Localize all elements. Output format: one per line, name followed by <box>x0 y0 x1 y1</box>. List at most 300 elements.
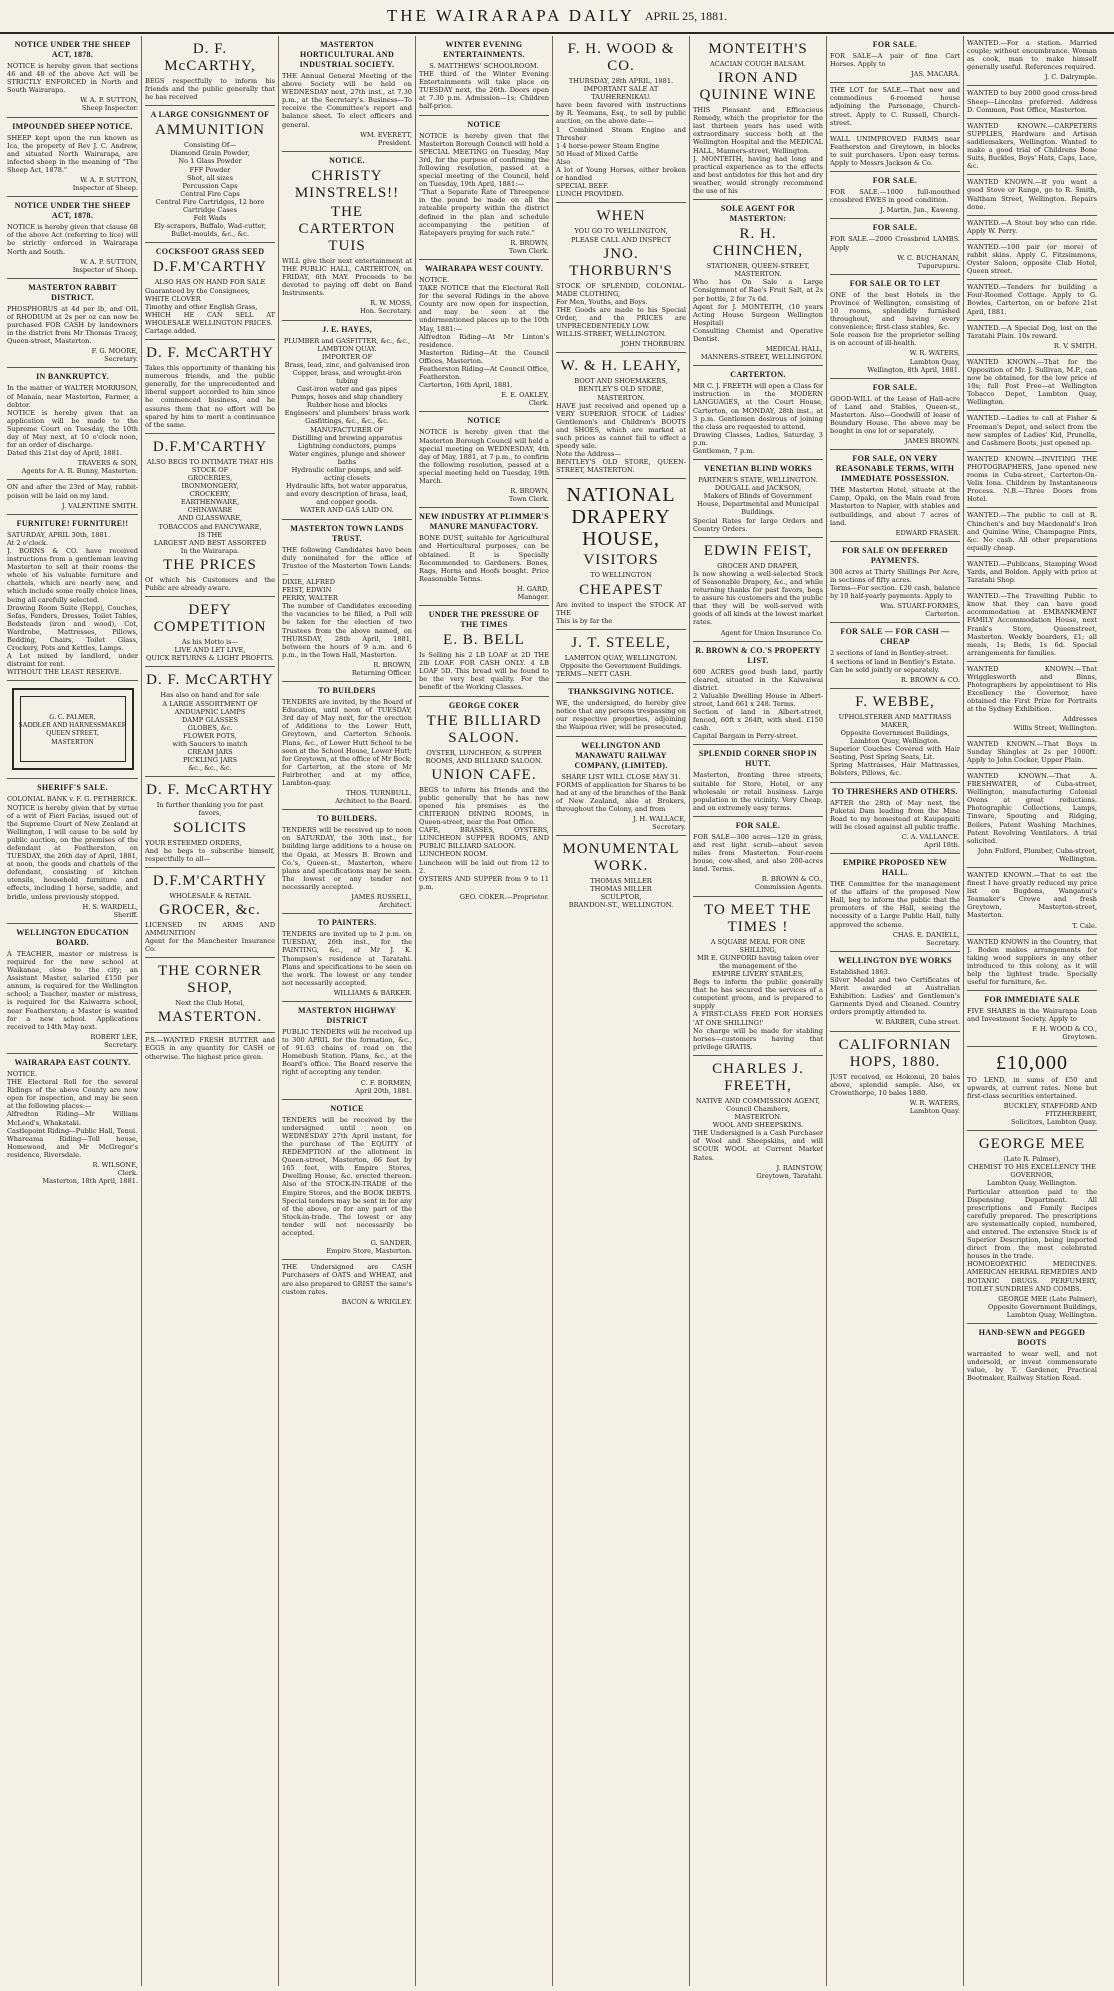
ad-big: D. F. McCARTHY <box>146 345 274 362</box>
advertisement <box>282 1100 412 1261</box>
advertisement <box>556 737 686 837</box>
ad-sig: J. RAINSTOW, Greytown, Taratahi. <box>756 1163 823 1180</box>
column-3 <box>278 36 415 1986</box>
ad-display-line: SOLICITS <box>173 819 247 836</box>
advertisement <box>145 777 275 867</box>
ad-body: WANTED KNOWN.—INVITING THE PHOTOGRAPHERS, Jane opened new rooms in Cuba-street, Carterton-On-Velix Iona. Children by Instantaneous Process. N.B.—Three Doors from Hotel. <box>967 454 1097 504</box>
ad-body: LICENSED IN ARMS AND AMMUNITION Agent for the Manchester Insurance Co. <box>145 920 275 954</box>
ad-body: PHOSPHORUS at 4d per lb, and OIL of RHODIUM at 2s per oz can now be purchased FOR CASH by landowners in the district from Mr Thomas Tracey, Queen-street, Masterton. <box>7 304 138 346</box>
ad-body: WANTED KNOWN.—If you want a good Stove or Range, go to R. Smith, Waltham Street, Wellington. Repairs done. <box>967 178 1097 211</box>
advertisement <box>967 452 1097 509</box>
ad-display-heading: NATIONAL DRAPERY HOUSE, <box>566 484 676 551</box>
ad-body: TO LEND, in sums of £50 and upwards, at current rates. None but first-class securities entertained. <box>967 1075 1097 1100</box>
ad-sig: W. C. BUCHANAN, Tupurupuru. <box>897 253 960 270</box>
advertisement <box>693 897 823 1056</box>
ad-sig: R. BROWN, Town Clerk. <box>508 238 549 255</box>
ad-big: THE CORNER SHOP, <box>158 963 262 997</box>
ad-body: THE LOT for SALE.—That new and commodious 6-roomed house adjoining the Parsonage, Church-street. Apply to C. Russell, Church-street. <box>830 86 960 127</box>
ad-body: 600 ACRES good bush land, partly cleared, situated in the Kaiwaiwai district. 2 Valuable Dwelling House in Albert-street, Land 661 x 248. Terms. Section of land in Albert-street, fenced, 60ft x 264ft, with shed. £150 cash. Capital Bargain in Perry-street. <box>693 667 823 741</box>
ad-display-line: THE CARTERTON TUIS <box>298 203 396 254</box>
advertisement <box>419 412 549 508</box>
ad-body: WILL give their next entertainment at THE PUBLIC HALL, CARTERTON, on FRIDAY, 6th MAY. Proceeds to be devoted to paying off debt on Band Instruments. <box>282 256 412 298</box>
ad-center: PARTNER'S STATE, WELLINGTON. DOUGALL and JACKSON, Makers of Blinds of Government House, Departmental and Municipal Buildings. <box>697 476 819 517</box>
ad-body: THE Undersigned is a Cash Purchaser of Wool and Sheepskins, and will SCOUR WOOL at Current Market Rates. <box>693 1129 823 1162</box>
advertisement <box>7 368 138 480</box>
ad-head: HAND-SEWN and PEGGED BOOTS <box>978 1328 1086 1347</box>
ad-body: NOTICE is hereby given that clause 68 of the above Act (referring to lice) will be strictly enforced in Wairarapa North and South. <box>7 223 138 256</box>
advertisement <box>693 36 823 200</box>
ad-body: WANTED KNOWN.—That A. FRESHWATER, of Cuba-street, Wellington, manufacturing Colonial Ovens at great reductions. Photographic Collections, Lamps, Tinware, Spouting and Ridging, Boilers, Patent Washing Machines, Patent Revolving Ventilators. A trial solicited. <box>967 771 1097 845</box>
advertisement <box>7 480 138 514</box>
ad-head: FOR SALE. <box>735 820 781 830</box>
ad-sig: W. A. P. SUTTON, Sheep Inspector. <box>80 96 138 113</box>
saddler-seal-emblem <box>12 688 134 770</box>
ad-head: FOR SALE ON DEFERRED PAYMENTS. <box>842 545 948 565</box>
ad-body: ON and after the 23rd of May, rabbit-poison will be laid on my land. <box>7 483 138 500</box>
ad-sig: John Fulford, Plumber, Cuba-street, Wellington. <box>977 846 1097 863</box>
advertisement <box>967 280 1097 320</box>
ad-body: WANTED.—The public to call at R. Chinchen's and buy Macdonald's Iron and Quinine Wine, Champagne Pints, &c. No cash. All other preparations equally cheap. <box>967 511 1097 552</box>
ad-body: Begs to inform the public generally that he has secured the services of a competent groom, and is prepared to supply A FIRST-CLASS FEED FOR HORSES 'AT ONE SHILLING!' No charge will be made for stabling horses—customers having that privilege GRATIS. <box>693 978 823 1051</box>
ad-body: Are invited to inspect the STOCK AT THE This is by far the <box>556 600 686 625</box>
ad-body: Established 1863. Silver Medal and two Certificates of Merit awarded at Australian Exhibition. Ladies' and Gentlemen's Garments Dyed and Cleaned. Country orders promptly attended to. <box>830 967 960 1017</box>
ad-body: WE, the undersigned, do hereby give notice that any persons trespassing on our respective properties, adjoining the Waipoua river, will be prosecuted. <box>556 699 686 732</box>
ad-display-line: THE PRICES <box>163 556 257 573</box>
ad-head: FOR SALE. <box>872 223 918 233</box>
ad-body: FOR SALE—300 acres—120 in grass, and rest light scrub—about seven miles from Masterton. Four-room house, cow-shed, and also 200-acres land. Terms. <box>693 832 823 874</box>
ad-head: FOR IMMEDIATE SALE <box>984 995 1080 1005</box>
ad-body: THE Committee for the management of the affairs of the proposed New Hall, beg to inform the public that the promoters of the Hall, seeing the necessity of a Large Public Hall, fully approved the scheme. <box>830 880 960 929</box>
ad-head: TO PAINTERS. <box>317 918 377 928</box>
advertisement <box>967 1047 1097 1132</box>
ad-big: R. H. CHINCHEN, <box>712 226 804 260</box>
ad-big: GEORGE MEE <box>978 1136 1086 1153</box>
ad-body: BEGS to inform his friends and the public generally that he has now opened his premises as the CRITERION DINING ROOMS, in Queen-street, near the Post Office. CAFE, BRASSES, OYSTERS, LUNCHEON SUPPER ROOMS, AND PUBLIC BILLIARD SALOON. LUNCHEON ROOM. Luncheon will be laid out from 12 to 2. OYSTERS AND SUPPER from 9 to 11 p.m. <box>419 785 549 891</box>
ad-head: THANKSGIVING NOTICE. <box>568 687 674 697</box>
ad-sig: JAMES BROWN. <box>904 437 960 446</box>
ad-head: FOR SALE. <box>872 382 918 392</box>
ad-body: JUST received, ex Hokonui, 20 bales above, splendid sample. Also, ex Crownthorpe, 10 bales 1880. <box>830 1072 960 1097</box>
ad-center: YOU GO TO WELLINGTON, PLEASE CALL AND INSPECT <box>571 227 671 244</box>
ad-body: TENDERS will be received up to noon on SATURDAY, the 30th inst., for building large additions to a house on the Opaki, at Messrs B. Brown and Co.'s, Queen-st., Masterton, where plans and specifications may be seen. The lowest or any tender not necessarily accepted. <box>282 826 412 891</box>
advertisement <box>967 508 1097 556</box>
ad-body: AFTER the 28th of May next, the Puketai Dam leading from the Mine Road to my homestead at Kaupapaiti will be closed against all public traffic. <box>830 798 960 831</box>
column-1 <box>4 36 141 1986</box>
ad-center: STATIONER, QUEEN-STREET, MASTERTON. <box>706 262 810 279</box>
advertisement <box>282 810 412 914</box>
ad-center: WHOLESALE & RETAIL <box>169 891 251 900</box>
advertisement <box>7 1054 138 1189</box>
column-4 <box>415 36 552 1986</box>
ad-body: THE third of the Winter Evening Entertainments will take place on TUESDAY next, the 26th. Doors open at 7.30 p.m. Admission—1s; Children half-price. <box>419 70 549 111</box>
ad-head: COCKSFOOT GRASS SEED <box>155 247 265 257</box>
advertisement <box>967 36 1097 86</box>
ad-head: SHERIFF'S SALE. <box>37 783 108 793</box>
ad-body: Superior Couches Covered with Hair Seating, Post Spring Seats, Lit. Spring Mattrasses, Hair Mattrasses, Bolsters, Pillows, &c. <box>830 745 960 778</box>
ad-sig: ROBERT LEE, Secretary. <box>90 1032 138 1049</box>
ad-head: A LARGE CONSIGNMENT OF <box>150 110 270 120</box>
ad-center: UPHOLSTERER AND MATTRASS MAKER, Opposite Government Buildings, Lambton Quay, Wellington. <box>838 712 952 746</box>
ad-head: MASTERTON HIGHWAY DISTRICT <box>298 1005 396 1025</box>
advertisement <box>693 745 823 816</box>
advertisement <box>967 737 1097 769</box>
ad-body: WALL UNIMPROVED FARMS near Featherston and Greytown, in blocks to suit purchasers. Upon easy terms. Apply to Messrs Jackson & Co. <box>830 134 960 168</box>
ad-head: CARTERTON. <box>730 370 786 380</box>
advertisement <box>7 681 138 779</box>
advertisement <box>830 854 960 952</box>
ad-big: VISITORS <box>583 552 659 569</box>
ad-head: UNDER THE PRESSURE OF THE TIMES <box>428 610 540 630</box>
ad-big: MONTEITH'S <box>708 41 808 57</box>
ad-body: WANTED KNOWN.—CARPETERS SUPPLIES, Hardware and Artisan saddlemakers, Wellington. Wanted to make a good trial of Childrens Bone Suits, Buckles, Boys' Hats, Caps, Lace, &c. <box>967 121 1097 171</box>
ad-head: VENETIAN BLIND WORKS <box>703 464 813 474</box>
ad-center: BOOT AND SHOEMAKERS, BENTLEY'S OLD STORE, MASTERTON. <box>574 377 668 402</box>
advertisement <box>282 914 412 1002</box>
advertisement <box>967 1324 1097 1386</box>
columns-container <box>4 36 1110 1986</box>
ad-body: WANTED.—A Stout boy who can ride. Apply W. Perry. <box>967 218 1097 235</box>
ad-big: EDWIN FEIST, <box>703 542 813 559</box>
ad-body: FOR SALE—A pair of fine Cart Horses. Apply to <box>830 52 960 69</box>
ad-display-line: IRON AND QUININE WINE <box>699 70 817 104</box>
advertisement <box>282 321 412 520</box>
advertisement <box>282 520 412 683</box>
ad-body: Takes this opportunity of thanking his numerous friends, and the public generally, for the unprecedented and liberal support accorded to him since he commenced business, and he assures them that no effort will be spared by him to merit a continuance of the same. <box>145 364 275 429</box>
ad-body: FIVE SHARES in the Wairarapa Loan and Investment Society. Apply to <box>967 1007 1097 1024</box>
ad-head: WINTER EVENING ENTERTAINMENTS. <box>443 40 525 59</box>
ad-body: WANTED KNOWN.—That for the Opposition of Mr. J. Sullivan, M.P., can now be obtained, for the low price of 10s; full Post Free—at Wellington Tobacco Depot, Lambton Quay, Wellington. <box>967 357 1097 407</box>
advertisement <box>145 243 275 340</box>
ad-head: R. BROWN & CO.'S PROPERTY LIST. <box>695 645 821 665</box>
ad-sig: J. H. WALLACE, Secretary. <box>633 814 686 832</box>
ad-sig: R. BROWN, Returning Officer. <box>351 660 412 677</box>
ad-sig: G. SANDER, Empire Store, Masterton. <box>326 1239 412 1256</box>
ad-center: Next the Club Hotel, <box>175 999 245 1008</box>
column-8 <box>963 36 1100 1986</box>
advertisement <box>145 340 275 434</box>
ad-body: NOTICE is hereby given that the Masterton Borough Council will hold a SPECIAL MEETING on Tuesday, May 3rd, for the purpose of confirming the following resolution, passed at a special meeting of the Council, held on Tuesday, 19th April, 1881:— "That a Separate Rate of Threepence in the pound be made on all the rateable property within the district defined in the plan and schedule accompanying the petition of Ratepayers praying for such rate." <box>419 131 549 237</box>
ad-center: OYSTER, LUNCHEON, & SUPPER ROOMS, AND BILLIARD SALOON. <box>425 748 543 765</box>
ad-body: FOR SALE.—1000 full-mouthed crossbred EWES in good condition. <box>830 188 960 205</box>
ad-big: W. & H. LEAHY, <box>560 358 682 375</box>
masthead <box>0 0 1114 34</box>
advertisement <box>556 479 686 629</box>
advertisement <box>967 411 1097 451</box>
ad-big: AMMUNITION <box>155 122 265 139</box>
ad-display-line: MASTERTON. <box>157 1009 263 1026</box>
ad-big: E. B. BELL <box>443 632 525 649</box>
ad-big: THE BILLIARD SALOON. <box>426 712 542 746</box>
advertisement <box>830 450 960 542</box>
ad-sig: R. BROWN, Town Clerk. <box>508 487 549 504</box>
ad-display-line: UNION CAFE. <box>431 766 537 783</box>
ad-sig: EDWARD FRASER. <box>895 528 960 537</box>
advertisement <box>145 1033 275 1064</box>
ad-body: WANTED.—For a station. Married couple; without encumbrance. Woman as cook, man to make himself generally useful. References required. <box>967 39 1097 72</box>
ad-body: Guaranteed by the Consignees, WHITE CLOVER Timothy and other English Grass, WHICH HE CAN SELL AT WHOLESALE WELLINGTON PRICES. Cartage added. <box>145 286 275 335</box>
ad-big: TO MEET THE TIMES ! <box>704 901 812 935</box>
advertisement <box>145 667 275 777</box>
ad-sig: C. A. VALLANCE. April 18th. <box>901 832 960 849</box>
ad-body: FOR SALE.—2000 Crossbred LAMBS. Apply <box>830 235 960 252</box>
advertisement <box>693 1056 823 1184</box>
ad-sig: C. F. BORMEN, April 20th, 1881. <box>355 1078 412 1095</box>
advertisement <box>419 36 549 116</box>
ad-sig: H. GARD, Manager. <box>516 584 549 601</box>
advertisement <box>145 36 275 106</box>
ad-body: Who has On Sale a Large Consignment of Rae's Fruit Salt, at 2s per bottle, 2 for 7s 6d. Agent for J. MONTEITH, (10 years Acting House Surgeon Wellington Hospital) Consulting Chemist and Operative Dentist. <box>693 278 823 343</box>
ad-center: PLUMBER and GASFITTER, &c., &c., LAMBTON QUAY. IMPORTER OF Brass, lead, zinc, and galvanised iron Copper, brass, and wrought-iron tubing Cast-iron water and gas pipes Pumps, hoses and ship chandlery Rubber hose and blocks Engineers' and plumbers' brass work Gasfittings, &c., &c., &c. MANUFACTURER OF Distilling and brewing apparatus Lightning conductors, pumps Water engines, plunge and shower baths Hydraulic cellar pumps, and self-acting closets Hydraulic lifts, hot water apparatus, and every description of brass, lead, and copper goods. WATER AND GAS LAID ON. <box>283 336 411 515</box>
ad-head: FOR SALE. <box>872 176 918 186</box>
ad-head: MASTERTON TOWN LANDS TRUST. <box>290 523 404 543</box>
ad-center: TO WELLINGTON <box>590 571 652 580</box>
ad-head: WELLINGTON EDUCATION BOARD. <box>16 927 129 947</box>
ad-sig: R. BROWN & CO., Commission Agents. <box>754 875 823 892</box>
advertisement <box>967 240 1097 280</box>
ad-body: Special Rates for large Orders and Country Orders. <box>693 516 823 533</box>
advertisement <box>282 682 412 810</box>
ad-sig: TRAVERS & SON, Agents for A. R. Bunny, Masterton. <box>21 459 138 476</box>
issue-date: APRIL 25, 1881. <box>644 8 728 23</box>
ad-body: WANTED.—Ladies to call at Fisher & Freeman's Depot, and select from the new samples of Ladies' Kid, Prunella, and Cashmere Boots, just opened up. <box>967 414 1097 447</box>
advertisement <box>967 935 1097 992</box>
advertisement <box>693 642 823 746</box>
advertisement <box>556 36 686 203</box>
ad-body: WANTED.—100 pair (or more) of rabbit skins. Apply C. Fitzsimmons, Oyster Saloon, opposite Club Hotel, Queen street. <box>967 242 1097 276</box>
seal-text: G. C. PALMER, SADDLER AND HARNESSMAKER QUEEN STREET, MASTERTON <box>18 713 127 746</box>
advertisement <box>145 597 275 667</box>
ad-head: TO THRESHERS AND OTHERS. <box>832 786 958 796</box>
ad-body: PUBLIC TENDERS will be received up to 300 APRIL for the formation, &c., of 91.63 chains of road on the Homebush Station. Plans, &c., at the Board's office. The Board reserve the right of accepting any tender. <box>282 1027 412 1077</box>
ad-big: MONUMENTAL WORK. <box>562 841 680 875</box>
column-6 <box>689 36 826 1986</box>
advertisement <box>830 379 960 451</box>
ad-center: ACACIAN COUGH BALSAM. <box>709 60 807 68</box>
ad-big: F. WEBBE, <box>855 693 935 710</box>
ad-head: MASTERTON HORTICULTURAL AND INDUSTRIAL SOCIETY. <box>299 40 395 69</box>
ad-head: FOR SALE OR TO LET <box>849 278 941 288</box>
advertisement <box>419 116 549 260</box>
ad-body: COLONIAL BANK v. F. G. PETHERICK. NOTICE is hereby given that by virtue of a writ of Fieri Facias, issued out of the Supreme Court of New Zealand at Wellington, I will cause to be sold by public auction, on the premises of the defendant at Featherston, on TUESDAY, the 26th day of April, 1881, at noon, the goods and chattels of the defendant, consisting of kitchen utensils, household furniture and effects, including 1 horse, saddle, and bridle, unless previously stopped. <box>7 795 138 901</box>
ad-sig: W. A. P. SUTTON, Inspector of Sheep. <box>72 257 138 274</box>
ad-head: SPLENDID CORNER SHOP IN HUTT. <box>698 749 818 769</box>
ad-sig: GEORGE MEE (Late Palmer), Opposite Government Buildings, Lambton Quay, Wellington. <box>988 1294 1097 1319</box>
newspaper-title: THE WAIRARAPA DAILY <box>386 6 635 25</box>
advertisement <box>419 260 549 413</box>
ad-body: THE following Candidates have been duly nominated for the office of Trustee of the Masterton Town Lands:— DIXIE, ALFRED FEIST, EDWIN PERRY, WALTER The number of Candidates exceeding the vacancies to be filled, a Poll will be taken for the election of two Trustees from the above named, on THURSDAY, 28th April, 1881, between the hours of 9 a.m. and 6 p.m., in the Town Hall, Masterton. <box>282 545 412 659</box>
advertisement <box>967 321 1097 355</box>
advertisement <box>7 515 138 682</box>
ad-head: IN BANKRUPTCY. <box>36 372 109 382</box>
ad-sig: R. V. SMITH. <box>1053 341 1097 350</box>
ad-sig: E. E. OAKLEY, Clerk. <box>501 391 549 408</box>
advertisement <box>830 623 960 688</box>
ad-sig: R. WILSONE, Clerk. Masterton, 18th April, 1881. <box>42 1161 138 1186</box>
ad-head: MASTERTON RABBIT DISTRICT. <box>28 282 117 302</box>
ad-body: WANTED.—Publicans, Stamping Wood Yards, and Boldon. Apply with price at Taratahi Shop. <box>967 559 1097 585</box>
advertisement <box>419 697 549 906</box>
ad-center: ALSO HAS ON HAND FOR SALE <box>154 278 266 287</box>
ad-center: S. MATTHEWS' SCHOOLROOM. <box>429 62 539 70</box>
ad-sig: R. W. MOSS, Hon. Secretary. <box>359 299 412 316</box>
ad-sig: W. R. WATERS, Lambton Quay, Wellington, 8th April, 1881. <box>867 349 960 374</box>
ad-center: In further thanking you for past favors, <box>156 801 264 818</box>
advertisement <box>7 118 138 198</box>
advertisement <box>556 836 686 913</box>
ad-body: Of which his Customers and the Public are already aware. <box>145 575 275 593</box>
advertisement <box>145 868 275 958</box>
ad-body: SATURDAY, APRIL 30th, 1881. At 2 o'clock. J. BORNS & CO. have received instructions from a gentleman leaving Masterton to sell at their rooms the whole of his valuable furniture and chattels, which are nearly new, and which include some really choice lines, being all carefully selected. Drawing Room Suite (Repp), Couches, Sofas, Fenders, Dresses, Toilet Tables, Bedsteads (iron and wood), Cot, Wardrobe, Mattresses, Pillows, Bedding, Chairs, Toilet Glass, Crockery, Pots and Kettles, Lamps. A Lot mixed by landlord, under distraint for rent. WITHOUT THE LEAST RESERVE. <box>7 530 138 677</box>
ad-body: THE Annual General Meeting of the above Society will be held on WEDNESDAY next, 27th inst., at 7.30 p.m., at the Secretary's. Business—To receive the Committee's report and balance sheet. To elect officers and general. <box>282 72 412 129</box>
ad-body: Is now showing a well-selected Stock of Seasonable Drapery, &c., and while returning thanks for past favors, begs to assure his customers and the public that they will be well-served with goods of all kinds at the lowest market rates. <box>693 569 823 627</box>
advertisement <box>145 106 275 243</box>
ad-head: SOLE AGENT FOR MASTERTON: <box>720 204 796 224</box>
ad-body: THE Undersigned are CASH Purchasers of OATS and WHEAT, and are also prepared to GRIST the same's custom rates. <box>282 1263 412 1296</box>
ad-big: J. T. STEELE, <box>571 634 671 651</box>
advertisement <box>830 1032 960 1119</box>
advertisement <box>693 460 823 538</box>
ad-sig: F. H. WOOD & CO., Greytown. <box>1032 1025 1097 1042</box>
ad-head: NOTICE <box>467 416 501 426</box>
advertisement <box>830 132 960 172</box>
ad-center: (Late R. Palmer), CHEMIST TO HIS EXCELLENCY THE GOVERNOR, Lambton Quay, Wellington. <box>968 1155 1096 1188</box>
ad-body: WANTED to buy 2000 good cross-bred Sheep—Lincolns preferred. Address D. Common, Post Office, Masterton. <box>967 89 1097 114</box>
ad-sig: R. BROWN & CO. <box>900 675 960 684</box>
column-2 <box>141 36 278 1986</box>
ad-display-line: GROCER, &c. <box>159 901 261 918</box>
ad-body: NOTICE is hereby given that the Masterton Borough Council will hold a special meeting on WEDNESDAY, 4th day of May, 1881, at 7 p.m., to confirm the following resolution, passed at a special meeting held on Tuesday, 19th March. <box>419 428 549 486</box>
ad-head: J. E. HAYES, <box>322 324 372 334</box>
ad-body: WANTED.—A Special Dog, lost on the Taratahi Plain. 10s reward. <box>967 323 1097 340</box>
advertisement <box>7 197 138 279</box>
ad-sig: Wm. STUART-FORMES, Carterton. <box>880 602 960 619</box>
ad-sig: JOHN THORBURN. <box>621 340 686 349</box>
ad-head: IMPOUNDED SHEEP NOTICE. <box>12 121 133 131</box>
advertisement <box>693 538 823 642</box>
ad-big: D.F.M'CARTHY <box>152 872 268 889</box>
ad-sig: J. C. Dalrymple. <box>1044 73 1097 82</box>
ad-head: FOR SALE, ON VERY REASONABLE TERMS, WITH IMMEDIATE POSSESSION. <box>835 454 955 484</box>
ad-display-line: JNO. THORBURN'S <box>569 245 673 279</box>
advertisement <box>967 991 1097 1046</box>
ad-body: WANTED.—Tenders for building a Four-Roomed Cottage. Apply to G. Bowles, Carterton, on or before 21st April, 1881. <box>967 283 1097 316</box>
advertisement <box>830 275 960 379</box>
ad-head: TO BUILDERS <box>318 686 376 696</box>
ad-body: WANTED KNOWN.—That to eat the finest I have greatly reduced my price list on Bugdens, Wanganui's Teamaker's Crewe and fresh Greytown, Masterton-street, Masterton. <box>967 870 1097 920</box>
ad-sig: MEDICAL HALL, MANNERS-STREET, WELLINGTON. <box>700 345 823 362</box>
ad-body: Masterton, fronting three streets, suitable for Store, Hotel, or any wholesale or retail business. Large population in the vicinity. Very Cheap, and on extremely easy terms. <box>693 771 823 812</box>
advertisement <box>830 36 960 83</box>
ad-center: GROCER AND DRAPER, <box>717 561 799 570</box>
advertisement <box>967 175 1097 215</box>
ad-head: WELLINGTON DYE WORKS <box>838 955 952 965</box>
ad-body: WANTED KNOWN.—That Wrigglesworth and Binns, Photographers by appointment to His Excellency the Governor, have obtained the First Prize for Portraits at the Sydney Exhibition. <box>967 664 1097 714</box>
advertisement <box>967 868 1097 935</box>
ad-body: WANTED.—The Travelling Public to know that they can have good accommodation at EMBANKMENT FAMILY Accommodation House, next Frank's Store, Queenstreet, Masterton. Weekly boarders, £1; all meals, 1s; Beds, 1s 6d. Special arrangements for families. <box>967 592 1097 657</box>
ad-body: HAVE just received and opened up a VERY SUPERIOR STOCK of Ladies' Gentlemen's and Children's BOOTS and SHOES, which are marked at such prices as cannot fail to effect a speedy sale. Note the Address— BENTLEY'S OLD STORE, QUEEN-STREET, MASTERTON. <box>556 401 686 475</box>
advertisement <box>7 924 138 1054</box>
advertisement <box>282 36 412 152</box>
ad-body: THIS Pleasant and Efficacious Remedy, which the proprietor for the last thirteen years has used with extraordinary success both at the Wellington Hospital and the MEDICAL HALL, Manners-street, Wellington. J. MONTEITH, having had long and practical experience as to the effects and best antidotes for this hot and dry weather, would strongly recommend the use of his <box>693 106 823 196</box>
advertisement <box>145 958 275 1033</box>
ad-body: 300 acres at Thirty Shillings Per Acre, in sections of fifty acres. Terms—For section. £20 cash, balance by 10 half-yearly payments. Apply to <box>830 567 960 601</box>
ad-sig: W. R. WATERS, Lambton Quay. <box>909 1098 960 1115</box>
advertisement <box>967 589 1097 662</box>
ad-body: WANTED KNOWN.—That Boys in Sunday Shingles at 2s per 1000ft. Apply to John Cocker, Upper Plain. <box>967 739 1097 764</box>
ad-center: THOMAS MILLER THOMAS MILLER SCULPTOR, BRANDON-ST., WELLINGTON. <box>568 877 674 910</box>
advertisement <box>967 1131 1097 1324</box>
ad-big: WHEN <box>596 208 646 225</box>
advertisement <box>693 366 823 460</box>
ad-center: SHARE LIST WILL CLOSE MAY 31. <box>561 772 681 781</box>
ad-head: NOTICE. <box>329 155 365 165</box>
ad-sig: CHAS. E. DANIELL, Secretary. <box>892 930 960 947</box>
ad-head: TO BUILDERS. <box>317 814 377 824</box>
ad-body: MR C. J. FREETH will open a Class for instruction in the MODERN LANGUAGES, at the Court House, Carterton, on MONDAY, 28th inst., at 3 p.m. Gentlemen desirous of joining the class are requested to attend. Drawing Classes, Ladies, Saturday, 3 p.m. Gentlemen, 7 p.m. <box>693 382 823 455</box>
advertisement <box>967 557 1097 589</box>
advertisement <box>967 662 1097 737</box>
advertisement <box>556 203 686 353</box>
ad-body: THE Masterton Hotel, situate at the Camp, Opaki, on the Main road from Masterton to Napier, with stables and outbuildings, and about 7 acres of land. <box>830 486 960 527</box>
seal-ring <box>20 696 126 762</box>
column-7 <box>826 36 963 1986</box>
ad-display-heading: £10,000 <box>996 1051 1068 1074</box>
advertisement <box>693 817 823 897</box>
advertisement <box>556 630 686 683</box>
ad-head: NEW INDUSTRY AT PLIMMER'S MANURE MANUFACTORY. <box>419 512 549 532</box>
ad-body: TENDERS will be received by the undersigned until noon on WEDNESDAY 27th April instant, for the purchase of The EQUITY of REDEMPTION of the allotment in Queen-street, Masterton, 66 feet by 165 feet, with Empire Stores, Dwelling House, &c. erected thereon. Also of the STOCK-IN-TRADE of the Empire Stores, and the BOOK DEBTS. Special tenders may be sent in for any of the above, or for any part of the Stock-in-trade. The lowest or any tender will not necessarily be accepted. <box>282 1115 412 1238</box>
ad-big: D.F.M'CARTHY <box>152 259 268 276</box>
ad-center: As his Motto is— LIVE AND LET LIVE, QUICK RETURNS & LIGHT PROFITS. <box>146 638 274 663</box>
ad-big: D. F. McCARTHY <box>146 672 274 689</box>
ad-body: In the matter of WALTER MORRISON, of Manaia, near Masterton, Farmer, a debtor. NOTICE is hereby given that an application will be made to the Supreme Court on Tuesday, the 10th day of May next, at 10 o'clock noon, for an order of discharge. Dated this 21st day of April, 1881. <box>7 384 138 458</box>
ad-body: warranted to wear well, and not undersold, or invest commensurate value, by T. Gardener, Practical Bootmaker, Railway Station Road. <box>967 1350 1097 1383</box>
ad-head: EMPIRE PROPOSED NEW HALL. <box>842 858 948 878</box>
ad-center: NATIVE AND COMMISSION AGENT, Council Chambers, MASTERTON. WOOL AND SHEEPSKINS. <box>695 1096 821 1130</box>
advertisement <box>830 783 960 855</box>
ad-big: CALIFORNIAN HOPS, 1880. <box>838 1036 952 1070</box>
advertisement <box>282 1002 412 1100</box>
ad-sig: Agent for Union Insurance Co. <box>720 628 823 637</box>
ad-head: NOTICE <box>330 1103 364 1113</box>
ad-head: FOR SALE. <box>872 40 918 49</box>
advertisement <box>7 279 138 369</box>
ad-body: GOOD-WILL of the Lease of Hall-acre of Land and Stables, Queen-st., Masterton. Also—Goodwill of lease of Boundary House. The above may be bought in one lot or separately. <box>830 394 960 436</box>
ad-body: NOTICE. TAKE NOTICE that the Electoral Roll for the several Ridings in the above County are now open for inspection, and may be seen at the undermentioned places up to the 10th May, 1881:— Alfredton Riding—At Mr Linton's residence. Masterton Riding—At the Council Offices, Masterton. Featherston Riding—At Council Office, Featherston. Carterton, 16th April, 1881. <box>419 275 549 390</box>
ad-body: Is Selling his 2 LB LOAF at 2D THE 2lb LOAF. FOR CASH ONLY. 4 LB LOAF 5D. This bread will be found to be the very best quality. For the benefit of the Working Classes. <box>419 651 549 692</box>
advertisement <box>967 119 1097 176</box>
ad-big: CHRISTY MINSTRELS!! <box>294 167 400 201</box>
ad-body: BONE DUST, suitable for Agricultural and Horticultural purposes, can be obtained. It is Specially Recommended to Gardeners. Bones, Rags, Horns and Hoofs bought. Price Reasonable Terms. <box>419 534 549 583</box>
ad-sig: J. VALENTINE SMITH. <box>61 501 138 510</box>
ad-body: SHEEP kept upon the run known as Ica, the property of Rev J. C. Andrew, and situated North Wairarapa, are infected sheep in the meaning of "The Sheep Act, 1878." <box>7 133 138 174</box>
ad-head: GEORGE COKER <box>448 700 520 710</box>
column-5 <box>552 36 689 1986</box>
ad-body: WANTED KNOWN in the Country, that J. Boden makes arrangements for taking wood suppliers in any other introduced to this colony, as it will help the lightest trade. Specially useful for furniture, &c. <box>967 937 1097 987</box>
ad-sig: BACON & WRIGLEY. <box>341 1297 412 1306</box>
ad-sig: JAMES RUSSELL, Architect. <box>351 893 412 910</box>
ad-sig: WM. EVERETT, President. <box>360 130 412 147</box>
ad-body: ONE of the best Hotels in the Province of Wellington, consisting of 10 rooms, splendidly furnished throughout, and having every convenience; first-class stables, &c. Sole reason for the proprietor selling is on account of ill-health. <box>830 290 960 348</box>
advertisement <box>282 1260 412 1309</box>
ad-sig: WILLIAMS & BARKER. <box>333 988 412 997</box>
ad-sig: JAS. MACARA. <box>910 70 960 79</box>
advertisement <box>967 86 1097 118</box>
ad-body: 2 sections of land in Bentley-street. 4 sections of land in Bentley's Estate. Can be sold jointly or separately. <box>830 649 956 674</box>
ad-body: TENDERS are invited up to 2 p.m. on TUESDAY, 26th inst., for the PAINTING, &c., of Mr J. K. Thompson's residence at Taratahi. Plans and specifications to be seen on the work. The lowest or any tender not necessarily accepted. <box>282 930 412 987</box>
advertisement <box>830 219 960 274</box>
advertisement <box>967 355 1097 412</box>
